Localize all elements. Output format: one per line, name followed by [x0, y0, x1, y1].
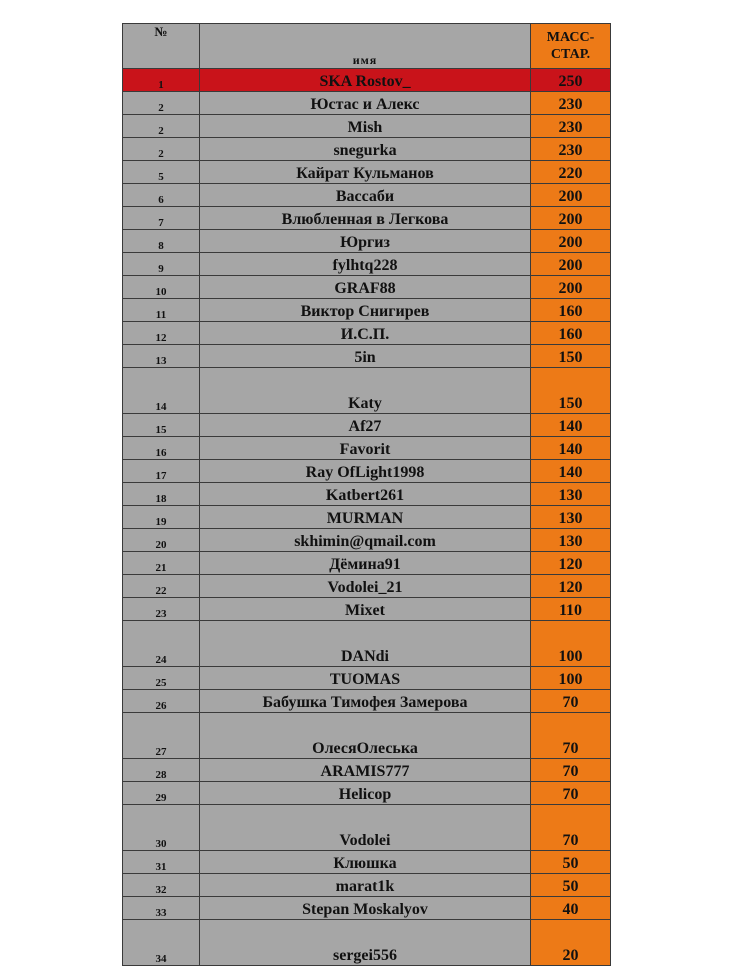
header-number: №: [123, 24, 200, 69]
player-name-cell: MURMAN: [200, 506, 531, 529]
score-cell: 200: [531, 276, 611, 299]
rank-cell: 31: [123, 851, 200, 874]
table-row: [123, 322, 611, 345]
rank-cell: 29: [123, 782, 200, 805]
player-name-cell: Юстас и Алекс: [200, 92, 531, 115]
rank-cell: 33: [123, 897, 200, 920]
player-name-cell: Mish: [200, 115, 531, 138]
rank-cell: 13: [123, 345, 200, 368]
table-row: [123, 368, 611, 414]
player-name-cell: Дёмина91: [200, 552, 531, 575]
player-name-cell: Вассаби: [200, 184, 531, 207]
score-cell: 70: [531, 759, 611, 782]
header-score-line1: МАСС-: [546, 30, 595, 45]
rank-cell: 18: [123, 483, 200, 506]
table-row: [123, 345, 611, 368]
score-cell: 100: [531, 621, 611, 667]
rank-cell: 9: [123, 253, 200, 276]
table-row: [123, 92, 611, 115]
player-name-cell: Mixet: [200, 598, 531, 621]
score-cell: 230: [531, 92, 611, 115]
table-row: [123, 621, 611, 667]
player-name-cell: Клюшка: [200, 851, 531, 874]
rank-cell: 19: [123, 506, 200, 529]
rank-cell: 28: [123, 759, 200, 782]
rank-cell: 32: [123, 874, 200, 897]
table-row: [123, 138, 611, 161]
ranking-body: [123, 69, 611, 966]
rank-cell: 5: [123, 161, 200, 184]
player-name-cell: TUOMAS: [200, 667, 531, 690]
score-cell: 220: [531, 161, 611, 184]
score-cell: 140: [531, 460, 611, 483]
score-cell: 230: [531, 115, 611, 138]
table-row: [123, 759, 611, 782]
rank-cell: 15: [123, 414, 200, 437]
table-row: [123, 920, 611, 966]
score-cell: 70: [531, 782, 611, 805]
rank-cell: 21: [123, 552, 200, 575]
rank-cell: 25: [123, 667, 200, 690]
score-cell: 250: [531, 69, 611, 92]
score-cell: 120: [531, 575, 611, 598]
rank-cell: 34: [123, 920, 200, 966]
rank-cell: 11: [123, 299, 200, 322]
player-name-cell: Vodolei_21: [200, 575, 531, 598]
player-name-cell: ARAMIS777: [200, 759, 531, 782]
header-score-line2: СТАР.: [550, 47, 591, 62]
table-row: [123, 161, 611, 184]
player-name-cell: И.С.П.: [200, 322, 531, 345]
player-name-cell: Бабушка Тимофея Замерова: [200, 690, 531, 713]
rank-cell: 20: [123, 529, 200, 552]
player-name-cell: Ray OfLight1998: [200, 460, 531, 483]
table-row: [123, 575, 611, 598]
player-name-cell: skhimin@qmail.com: [200, 529, 531, 552]
score-cell: 200: [531, 184, 611, 207]
score-cell: 140: [531, 437, 611, 460]
rank-cell: 2: [123, 138, 200, 161]
ranking-table: [122, 23, 611, 966]
rank-cell: 2: [123, 115, 200, 138]
header-score: [531, 24, 611, 69]
player-name-cell: Виктор Снигирев: [200, 299, 531, 322]
rank-cell: 24: [123, 621, 200, 667]
score-cell: 70: [531, 690, 611, 713]
score-cell: 50: [531, 851, 611, 874]
score-cell: 70: [531, 805, 611, 851]
rank-cell: 26: [123, 690, 200, 713]
rank-cell: 22: [123, 575, 200, 598]
table-row: [123, 207, 611, 230]
rank-cell: 30: [123, 805, 200, 851]
table-row: [123, 598, 611, 621]
rank-cell: 27: [123, 713, 200, 759]
table-row: [123, 299, 611, 322]
player-name-cell: Favorit: [200, 437, 531, 460]
table-row: [123, 897, 611, 920]
score-cell: 230: [531, 138, 611, 161]
table-row: [123, 667, 611, 690]
player-name-cell: Кайрат Кульманов: [200, 161, 531, 184]
score-cell: 40: [531, 897, 611, 920]
score-cell: 200: [531, 253, 611, 276]
table-row: [123, 874, 611, 897]
player-name-cell: Stepan Moskalyov: [200, 897, 531, 920]
player-name-cell: marat1k: [200, 874, 531, 897]
rank-cell: 1: [123, 69, 200, 92]
table-row: [123, 851, 611, 874]
header-name: имя: [200, 24, 531, 69]
table-row: [123, 414, 611, 437]
rank-cell: 2: [123, 92, 200, 115]
score-cell: 160: [531, 322, 611, 345]
player-name-cell: ОлесяОлеська: [200, 713, 531, 759]
rank-cell: 16: [123, 437, 200, 460]
table-row: [123, 506, 611, 529]
player-name-cell: DANdi: [200, 621, 531, 667]
table-row: [123, 713, 611, 759]
score-cell: 150: [531, 345, 611, 368]
rank-cell: 12: [123, 322, 200, 345]
table-row: [123, 805, 611, 851]
table-row: [123, 782, 611, 805]
header-row: [123, 24, 611, 69]
score-cell: 130: [531, 529, 611, 552]
player-name-cell: Katbert261: [200, 483, 531, 506]
score-cell: 110: [531, 598, 611, 621]
table-row: [123, 276, 611, 299]
score-cell: 50: [531, 874, 611, 897]
table-row: [123, 690, 611, 713]
table-row: [123, 253, 611, 276]
score-cell: 130: [531, 506, 611, 529]
table-row: [123, 184, 611, 207]
score-cell: 140: [531, 414, 611, 437]
score-cell: 70: [531, 713, 611, 759]
table-row: [123, 69, 611, 92]
score-cell: 200: [531, 230, 611, 253]
player-name-cell: Katy: [200, 368, 531, 414]
rank-cell: 8: [123, 230, 200, 253]
score-cell: 100: [531, 667, 611, 690]
table-row: [123, 230, 611, 253]
score-cell: 120: [531, 552, 611, 575]
table-row: [123, 115, 611, 138]
player-name-cell: fylhtq228: [200, 253, 531, 276]
score-cell: 150: [531, 368, 611, 414]
rank-cell: 17: [123, 460, 200, 483]
table-row: [123, 552, 611, 575]
rank-cell: 7: [123, 207, 200, 230]
rank-cell: 23: [123, 598, 200, 621]
player-name-cell: GRAF88: [200, 276, 531, 299]
player-name-cell: Vodolei: [200, 805, 531, 851]
rank-cell: 14: [123, 368, 200, 414]
player-name-cell: Влюбленная в Легкова: [200, 207, 531, 230]
table-row: [123, 437, 611, 460]
player-name-cell: Af27: [200, 414, 531, 437]
player-name-cell: sergei556: [200, 920, 531, 966]
table-row: [123, 460, 611, 483]
table-row: [123, 483, 611, 506]
score-cell: 20: [531, 920, 611, 966]
rank-cell: 10: [123, 276, 200, 299]
score-cell: 200: [531, 207, 611, 230]
player-name-cell: SKA Rostov_: [200, 69, 531, 92]
score-cell: 160: [531, 299, 611, 322]
rank-cell: 6: [123, 184, 200, 207]
player-name-cell: 5in: [200, 345, 531, 368]
table-row: [123, 529, 611, 552]
player-name-cell: Helicop: [200, 782, 531, 805]
player-name-cell: Юргиз: [200, 230, 531, 253]
score-cell: 130: [531, 483, 611, 506]
player-name-cell: snegurka: [200, 138, 531, 161]
